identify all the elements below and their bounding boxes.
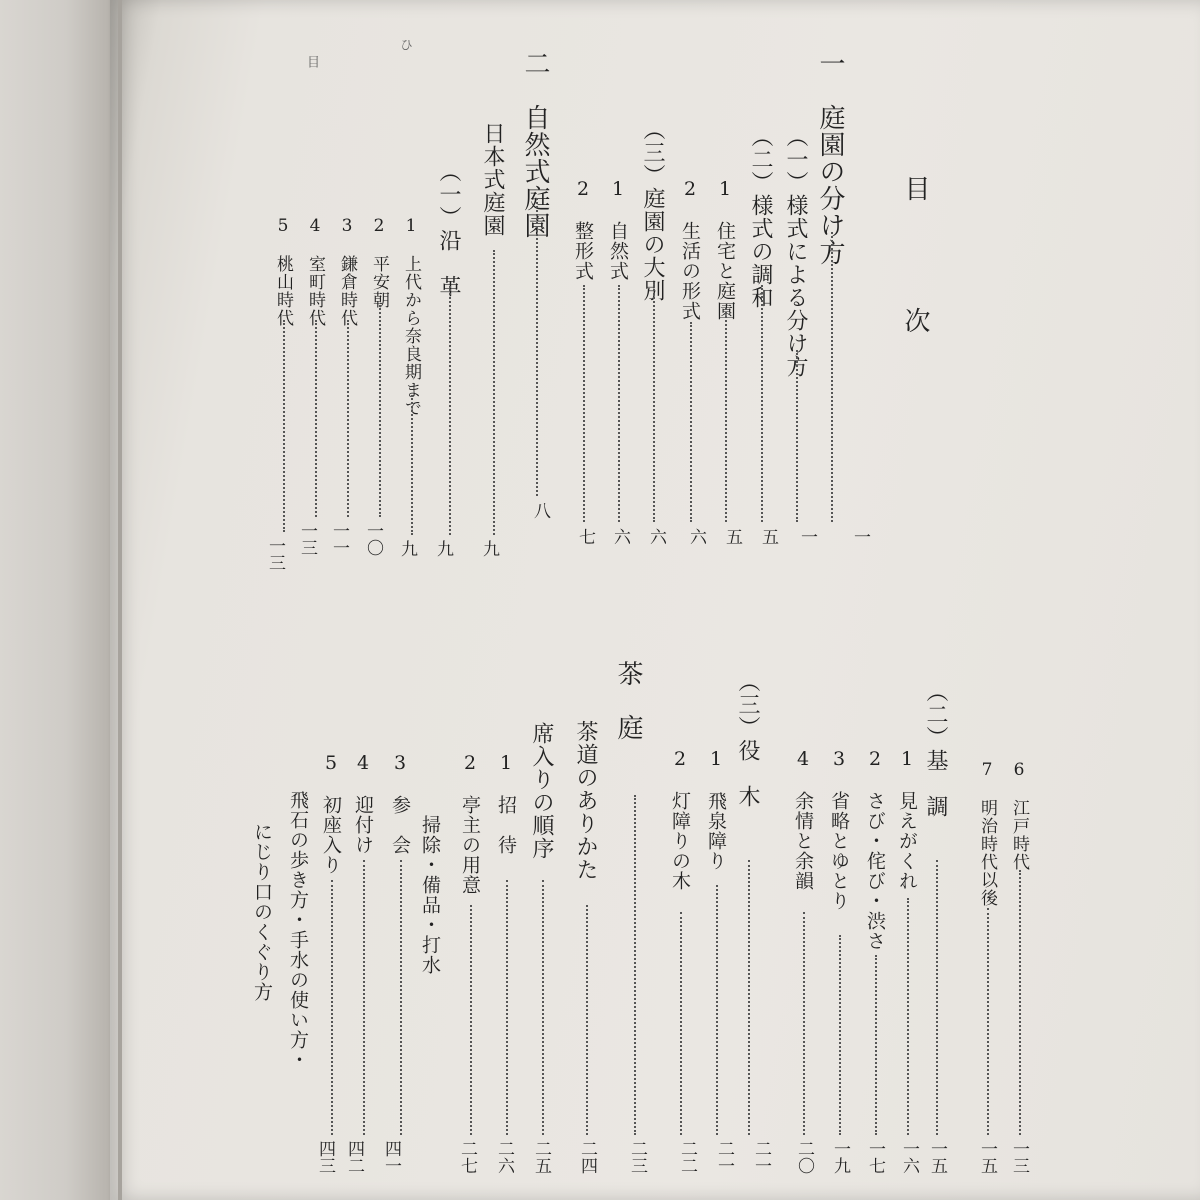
- leader-dots: [331, 880, 333, 1135]
- leader-dots: [618, 285, 620, 522]
- page-number: 四一: [381, 1140, 401, 1174]
- toc-entry: 4 室町時代: [305, 216, 325, 327]
- leader-dots: [379, 305, 381, 517]
- leader-dots: [634, 795, 636, 1135]
- leader-dots: [748, 860, 750, 1135]
- leader-dots: [583, 285, 585, 522]
- toc-entry: 3 省略とゆとり: [828, 748, 850, 911]
- leader-dots: [493, 250, 495, 535]
- toc-entry: 7 明治時代以後: [977, 760, 997, 907]
- leader-dots: [725, 308, 727, 522]
- toc-entry: 2 さび・侘び・渋さ: [864, 748, 886, 951]
- page-number: 二六: [494, 1140, 514, 1174]
- page-number: 五: [758, 528, 778, 545]
- page-number: 一〇: [363, 522, 383, 556]
- page-number: 一一: [329, 522, 349, 556]
- page-fold: [118, 0, 122, 1200]
- leader-dots: [907, 898, 909, 1135]
- toc-entry: 1 飛泉障り: [705, 748, 727, 871]
- page-number: 一: [797, 528, 817, 545]
- running-head-2: ひ: [397, 38, 412, 52]
- toc-entry: 1 自然式: [607, 178, 629, 281]
- leader-dots: [875, 955, 877, 1135]
- page-number: 一三: [1009, 1140, 1029, 1174]
- page-number: 五: [722, 528, 742, 545]
- page-number: 二三: [627, 1140, 647, 1174]
- toc-entry: 3 参 会: [389, 752, 411, 855]
- leader-dots: [315, 320, 317, 517]
- toc-entry-chapter-1: 一 庭園の分け方: [815, 50, 845, 266]
- toc-entry: 席入りの順序: [529, 722, 554, 860]
- toc-entry: （三）庭園の大別: [640, 118, 665, 302]
- leader-dots: [347, 320, 349, 517]
- toc-entry: （二）様式の調和: [748, 125, 773, 309]
- leader-dots: [363, 860, 365, 1135]
- leader-dots: [470, 905, 472, 1135]
- toc-entry: 2 灯障りの木: [669, 748, 691, 891]
- page-number: 一五: [977, 1140, 997, 1174]
- page-number: 一五: [927, 1140, 947, 1174]
- toc-entry: 5 初座入り: [320, 752, 342, 875]
- leader-dots: [716, 885, 718, 1135]
- leader-dots: [680, 912, 682, 1135]
- toc-entry: （一）沿 革: [436, 160, 461, 298]
- leader-dots: [449, 286, 451, 535]
- leader-dots: [796, 350, 798, 522]
- toc-entry: 2 亭主の用意: [459, 752, 481, 895]
- leader-dots: [936, 860, 938, 1135]
- page-number: 一九: [830, 1140, 850, 1174]
- toc-entry: 飛石の歩き方・手水の使い方・: [287, 790, 309, 1070]
- page-number: 二二: [677, 1140, 697, 1174]
- toc-entry: 1 見えがくれ: [896, 748, 918, 891]
- leader-dots: [690, 322, 692, 522]
- toc-entry: 茶道のありかた: [573, 720, 598, 881]
- leader-dots: [1019, 870, 1021, 1135]
- page-number: 九: [479, 540, 499, 557]
- page-number: 二四: [577, 1140, 597, 1174]
- page-number: 一三: [297, 522, 317, 556]
- leader-dots: [400, 860, 402, 1135]
- toc-entry: 3 鎌倉時代: [337, 216, 357, 327]
- page-title: 目 次: [900, 175, 930, 373]
- toc-entry: 4 余情と余韻: [792, 748, 814, 891]
- leader-dots: [839, 935, 841, 1135]
- toc-entry: にじり口のくぐり方: [251, 822, 273, 1002]
- page-number: 二一: [751, 1140, 771, 1174]
- toc-entry: 日本式庭園: [480, 122, 505, 237]
- page-number: 四三: [315, 1140, 335, 1174]
- page-number: 九: [433, 540, 453, 557]
- leader-dots: [831, 232, 833, 522]
- page-number: 六: [686, 528, 706, 545]
- leader-dots: [987, 908, 989, 1135]
- toc-entry: 6 江戸時代: [1009, 760, 1029, 871]
- page-number: 二七: [457, 1140, 477, 1174]
- page-number: 六: [646, 528, 666, 545]
- running-head: 目: [304, 55, 319, 69]
- toc-entry: 2 生活の形式: [679, 178, 701, 321]
- toc-entry: 1 上代から奈良期まで: [401, 216, 421, 417]
- toc-entry: 5 桃山時代: [273, 216, 293, 327]
- leader-dots: [536, 198, 538, 496]
- page-number: 六: [610, 528, 630, 545]
- toc-entry: （一）様式による分け方: [783, 125, 808, 378]
- leader-dots: [653, 282, 655, 522]
- toc-entry-chapter-2: 二 自然式庭園: [520, 50, 550, 239]
- toc-entry: 4 迎付け: [352, 752, 374, 855]
- page-number: 一六: [899, 1140, 919, 1174]
- toc-entry: 1 住宅と庭園: [714, 178, 736, 321]
- toc-entry: 2 整形式: [572, 178, 594, 281]
- leader-dots: [411, 395, 413, 535]
- toc-entry: （三）役 木: [735, 670, 760, 808]
- leader-dots: [542, 880, 544, 1135]
- toc-entry-chapter-3: 茶 庭: [613, 660, 643, 741]
- leader-dots: [283, 320, 285, 532]
- leader-dots: [586, 905, 588, 1135]
- toc-entry: （二）基 調: [923, 680, 948, 818]
- page-number: 二〇: [794, 1140, 814, 1174]
- leader-dots: [761, 285, 763, 522]
- page-number: 七: [575, 528, 595, 545]
- page-number: 九: [397, 540, 417, 557]
- leader-dots: [803, 912, 805, 1135]
- page-number: 一七: [865, 1140, 885, 1174]
- page-number: 八: [530, 502, 550, 519]
- book-spine-edge: [0, 0, 120, 1200]
- toc-entry: 2 平安朝: [369, 216, 389, 309]
- page-number: 二一: [714, 1140, 734, 1174]
- toc-entry: 掃除・備品・打水: [419, 815, 441, 975]
- page-number: 一: [850, 528, 870, 545]
- leader-dots: [506, 880, 508, 1135]
- toc-entry: 1 招 待: [495, 752, 517, 855]
- page-number: 四二: [344, 1140, 364, 1174]
- page-number: 二五: [531, 1140, 551, 1174]
- page-number: 一三: [265, 537, 285, 571]
